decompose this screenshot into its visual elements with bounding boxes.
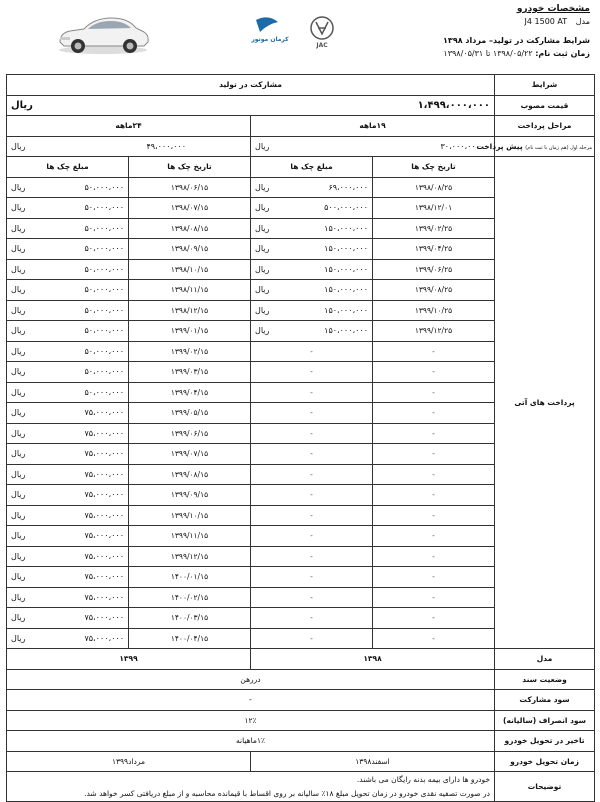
plan-a-title: ۱۹ماهه: [251, 116, 495, 137]
page-title: مشخصات خودرو: [516, 4, 590, 14]
plan-b-check-amount-cell: [7, 239, 129, 260]
plan-b-check-amount-cell: [7, 526, 129, 547]
plan-a-check-date: ۱۳۹۹/۰۸/۲۵: [373, 280, 495, 301]
plan-b-check-amount-cell: [7, 505, 129, 526]
plan-a-check-amount-cell: [251, 177, 373, 198]
plan-a-check-amount: -: [310, 469, 313, 479]
plan-b-check-amount: ۵۰،۰۰۰،۰۰۰: [84, 182, 124, 192]
registration-value: ۱۳۹۸/۰۵/۲۲ تا ۱۳۹۸/۰۵/۳۱: [443, 49, 533, 58]
plan-b-check-date: ۱۳۹۹/۰۲/۱۵: [129, 341, 251, 362]
conditions-label: شرایط: [495, 75, 595, 96]
plan-a-check-amount: -: [310, 408, 313, 418]
plan-b-check-date: ۱۴۰۰/۰۴/۱۵: [129, 628, 251, 649]
model-line: [443, 17, 590, 26]
rial-unit: ریال: [11, 326, 26, 336]
plan-a-prepayment: ۳۰،۰۰۰،۰۰۰: [440, 141, 481, 151]
plan-a-check-amount-cell: [251, 382, 373, 403]
note-1: خودرو ها دارای بیمه بدنه رایگان می باشند.: [356, 774, 491, 784]
notes-label: توضیحات: [495, 772, 595, 802]
rial-unit: ریال: [11, 510, 26, 520]
rial-unit: ریال: [11, 264, 26, 274]
plan-b-check-amount: ۷۵،۰۰۰،۰۰۰: [84, 572, 124, 582]
model-value: J4 1500 AT: [524, 17, 568, 26]
guarantee-label: وضعیت سند: [495, 669, 595, 690]
delivery-label: زمان تحویل خودرو: [495, 751, 595, 772]
plan-b-check-date: ۱۳۹۸/۰۹/۱۵: [129, 239, 251, 260]
document-header: [0, 0, 600, 74]
plan-b-check-date: ۱۳۹۹/۰۵/۱۵: [129, 403, 251, 424]
plan-b-check-amount: ۷۵،۰۰۰،۰۰۰: [84, 613, 124, 623]
plan-b-check-amount-cell: [7, 280, 129, 301]
rial-unit: ریال: [11, 572, 26, 582]
rial-unit: ریال: [255, 141, 270, 151]
plan-a-check-amount: -: [310, 551, 313, 561]
plan-b-check-date: ۱۳۹۹/۰۱/۱۵: [129, 321, 251, 342]
car-image: [54, 6, 152, 56]
rial-unit: ریال: [11, 592, 26, 602]
plan-a-check-amount: ۱۵۰،۰۰۰،۰۰۰: [324, 305, 368, 315]
plan-a-check-amount-cell: [251, 218, 373, 239]
plan-a-check-amount: -: [310, 387, 313, 397]
plan-b-check-date: ۱۳۹۹/۰۷/۱۵: [129, 444, 251, 465]
conditions-title: شرایط مشارکت در تولید– مرداد ۱۳۹۸: [443, 36, 590, 45]
plan-a-check-amount: -: [310, 449, 313, 459]
plan-a-check-date: -: [373, 444, 495, 465]
plan-b-check-amount-cell: [7, 546, 129, 567]
plan-b-check-amount: ۵۰،۰۰۰،۰۰۰: [84, 285, 124, 295]
price-value: ۱،۴۹۹،۰۰۰،۰۰۰: [417, 99, 491, 111]
prepayment-cell: [476, 136, 595, 157]
rial-unit: ریال: [11, 244, 26, 254]
rial-unit: ریال: [11, 305, 26, 315]
brand-logos: [246, 12, 344, 52]
rial-unit: ریال: [11, 531, 26, 541]
notes-cell: [7, 772, 495, 802]
participation-profit-label: سود مشارکت: [495, 690, 595, 711]
plan-a-delivery: اسفند۱۳۹۸: [251, 751, 495, 772]
plan-a-check-amount-cell: [251, 362, 373, 383]
plan-b-title: ۲۴ماهه: [7, 116, 251, 137]
plan-b-check-amount-cell: [7, 382, 129, 403]
plan-b-check-amount-cell: [7, 300, 129, 321]
plan-b-check-amount-cell: [7, 198, 129, 219]
plan-a-check-date: ۱۳۹۹/۰۴/۲۵: [373, 239, 495, 260]
rial-unit: ریال: [11, 223, 26, 233]
rial-unit: ریال: [11, 387, 26, 397]
plan-a-check-date: -: [373, 587, 495, 608]
plan-a-model: ۱۳۹۸: [251, 649, 495, 670]
plan-a-check-date: ۱۳۹۹/۱۰/۲۵: [373, 300, 495, 321]
plan-a-check-amount-cell: [251, 505, 373, 526]
plan-b-check-amount: ۵۰،۰۰۰،۰۰۰: [84, 346, 124, 356]
plan-a-check-amount: -: [310, 592, 313, 602]
plan-a-check-amount-cell: [251, 198, 373, 219]
plan-b-check-date: ۱۳۹۸/۰۶/۱۵: [129, 177, 251, 198]
note-2: در صورت تصفیه نقدی خودرو در زمان تحویل مبلغ ۱۸٪ سالیانه بر روی اقساط با قیمانده محاسبه و از مبلغ دریافتی کسر خواهد شد.: [84, 788, 491, 798]
conditions-value: مشارکت در تولید: [7, 75, 495, 96]
plan-a-check-amount-cell: [251, 464, 373, 485]
plan-a-check-amount: -: [310, 510, 313, 520]
rial-unit: ریال: [11, 408, 26, 418]
rial-unit: ریال: [11, 490, 26, 500]
plan-a-date-header: تاریخ چک ها: [373, 157, 495, 178]
rial-unit: ریال: [255, 223, 270, 233]
rial-unit: ریال: [11, 141, 26, 151]
plan-b-prepayment: ۴۹،۰۰۰،۰۰۰: [146, 141, 186, 151]
rial-unit: ریال: [11, 449, 26, 459]
plan-b-check-amount-cell: [7, 464, 129, 485]
plan-b-prepayment-cell: [7, 136, 251, 157]
brand-text: JAC: [316, 42, 328, 49]
plan-b-check-amount-cell: [7, 341, 129, 362]
payment-stages-label: مراحل پرداخت: [495, 116, 595, 137]
plan-b-check-amount-cell: [7, 444, 129, 465]
plan-a-check-amount: -: [310, 346, 313, 356]
plan-a-check-date: -: [373, 526, 495, 547]
cancel-profit-value: ۱۲٪: [7, 710, 495, 731]
plan-a-check-date: ۱۳۹۸/۰۸/۲۵: [373, 177, 495, 198]
rial-unit: ریال: [255, 264, 270, 274]
participation-profit-value: -: [7, 690, 495, 711]
plan-b-check-date: ۱۴۰۰/۰۲/۱۵: [129, 587, 251, 608]
plan-b-check-amount-cell: [7, 218, 129, 239]
cancel-profit-label: سود انصراف (سالیانه): [495, 710, 595, 731]
plan-b-check-amount: ۷۵،۰۰۰،۰۰۰: [84, 633, 124, 643]
plan-b-check-amount: ۷۵،۰۰۰،۰۰۰: [84, 428, 124, 438]
plan-b-check-amount: ۷۵،۰۰۰،۰۰۰: [84, 531, 124, 541]
plan-b-check-date: ۱۳۹۸/۱۲/۱۵: [129, 300, 251, 321]
plan-a-check-date: -: [373, 423, 495, 444]
delay-value: ۱٪ماهیانه: [7, 731, 495, 752]
plan-a-check-amount-cell: [251, 526, 373, 547]
rial-unit: ریال: [11, 551, 26, 561]
plan-a-check-amount: ۱۵۰،۰۰۰،۰۰۰: [324, 244, 368, 254]
plan-b-check-amount-cell: [7, 423, 129, 444]
plan-b-check-date: ۱۳۹۹/۱۰/۱۵: [129, 505, 251, 526]
rial-unit: ریال: [11, 613, 26, 623]
plan-a-check-amount: -: [310, 633, 313, 643]
plan-a-check-amount: -: [310, 428, 313, 438]
plan-a-check-amount-cell: [251, 546, 373, 567]
rial-unit: ریال: [11, 203, 26, 213]
plan-a-prepayment-cell: [251, 136, 495, 157]
plan-b-check-amount: ۵۰،۰۰۰،۰۰۰: [84, 264, 124, 274]
plan-b-check-amount: ۷۵،۰۰۰،۰۰۰: [84, 408, 124, 418]
plan-a-check-date: -: [373, 628, 495, 649]
plan-b-check-date: ۱۳۹۸/۰۷/۱۵: [129, 198, 251, 219]
plan-a-check-amount: -: [310, 531, 313, 541]
rial-unit: ریال: [11, 428, 26, 438]
plan-a-check-amount-cell: [251, 485, 373, 506]
model-year-label: مدل: [495, 649, 595, 670]
plan-b-check-amount: ۵۰،۰۰۰،۰۰۰: [84, 305, 124, 315]
plan-b-check-amount-cell: [7, 321, 129, 342]
plan-a-check-date: ۱۳۹۹/۰۲/۲۵: [373, 218, 495, 239]
plan-b-check-amount: ۵۰،۰۰۰،۰۰۰: [84, 326, 124, 336]
plan-b-check-amount: ۵۰،۰۰۰،۰۰۰: [84, 244, 124, 254]
plan-b-check-amount: ۵۰،۰۰۰،۰۰۰: [84, 367, 124, 377]
plan-a-check-amount-cell: [251, 403, 373, 424]
rial-unit: ریال: [11, 285, 26, 295]
plan-b-check-amount: ۷۵،۰۰۰،۰۰۰: [84, 510, 124, 520]
plan-a-check-date: -: [373, 546, 495, 567]
plan-a-check-date: -: [373, 382, 495, 403]
plan-b-amount-header: مبلغ چک ها: [7, 157, 129, 178]
plan-b-delivery: مرداد۱۳۹۹: [7, 751, 251, 772]
model-label: مدل: [575, 17, 590, 26]
plan-a-check-amount-cell: [251, 321, 373, 342]
plan-a-check-amount-cell: [251, 587, 373, 608]
plan-b-check-date: ۱۳۹۹/۰۹/۱۵: [129, 485, 251, 506]
plan-a-check-date: -: [373, 341, 495, 362]
plan-a-check-amount-cell: [251, 608, 373, 629]
plan-a-check-date: -: [373, 403, 495, 424]
plan-b-check-amount: ۵۰،۰۰۰،۰۰۰: [84, 387, 124, 397]
plan-b-check-amount-cell: [7, 177, 129, 198]
plan-a-check-amount-cell: [251, 423, 373, 444]
plan-b-check-date: ۱۳۹۹/۰۴/۱۵: [129, 382, 251, 403]
plan-a-check-amount: ۱۵۰،۰۰۰،۰۰۰: [324, 326, 368, 336]
rial-unit: ریال: [255, 203, 270, 213]
registration-label: زمان ثبت نام:: [535, 49, 590, 58]
delay-label: تاخیر در تحویل خودرو: [495, 731, 595, 752]
price-cell: [7, 95, 495, 116]
plan-a-amount-header: مبلغ چک ها: [251, 157, 373, 178]
plan-a-check-amount: -: [310, 490, 313, 500]
plan-b-date-header: تاریخ چک ها: [129, 157, 251, 178]
plan-a-check-date: -: [373, 567, 495, 588]
plan-a-check-amount: -: [310, 367, 313, 377]
plan-b-check-amount: ۷۵،۰۰۰،۰۰۰: [84, 551, 124, 561]
rial-unit: ریال: [11, 346, 26, 356]
plan-a-check-amount: ۱۵۰،۰۰۰،۰۰۰: [324, 285, 368, 295]
plan-a-check-amount-cell: [251, 444, 373, 465]
price-label: قیمت مصوب: [495, 95, 595, 116]
plan-a-check-date: ۱۳۹۸/۱۲/۰۱: [373, 198, 495, 219]
plan-a-check-amount: ۱۵۰،۰۰۰،۰۰۰: [324, 264, 368, 274]
plan-b-check-date: ۱۴۰۰/۰۱/۱۵: [129, 567, 251, 588]
registration-line: [443, 49, 590, 58]
plan-a-check-date: ۱۳۹۹/۰۶/۲۵: [373, 259, 495, 280]
plan-b-check-date: ۱۳۹۸/۰۸/۱۵: [129, 218, 251, 239]
plan-a-check-amount-cell: [251, 628, 373, 649]
plan-b-check-amount-cell: [7, 259, 129, 280]
rial-unit: ریال: [11, 633, 26, 643]
plan-a-check-date: ۱۳۹۹/۱۲/۲۵: [373, 321, 495, 342]
plan-b-check-amount: ۵۰،۰۰۰،۰۰۰: [84, 223, 124, 233]
plan-a-check-amount-cell: [251, 300, 373, 321]
plan-a-check-date: -: [373, 464, 495, 485]
plan-a-check-amount: ۵۰۰،۰۰۰،۰۰۰: [324, 203, 368, 213]
rial-unit: ریال: [255, 244, 270, 254]
plan-b-check-amount: ۷۵،۰۰۰،۰۰۰: [84, 490, 124, 500]
plan-b-check-amount: ۵۰،۰۰۰،۰۰۰: [84, 203, 124, 213]
plan-a-check-amount: ۱۵۰،۰۰۰،۰۰۰: [324, 223, 368, 233]
future-payments-label: پرداخت های آتی: [495, 157, 595, 649]
rial-unit: ریال: [255, 305, 270, 315]
plan-b-check-date: ۱۳۹۸/۱۰/۱۵: [129, 259, 251, 280]
plan-b-check-date: ۱۳۹۹/۰۳/۱۵: [129, 362, 251, 383]
plan-a-check-amount-cell: [251, 259, 373, 280]
prepayment-label: پیش پرداخت: [476, 141, 523, 151]
plan-b-check-amount-cell: [7, 485, 129, 506]
plan-a-check-date: -: [373, 362, 495, 383]
plan-b-check-date: ۱۳۹۹/۰۶/۱۵: [129, 423, 251, 444]
guarantee-value: دررهن: [7, 669, 495, 690]
plan-a-check-amount-cell: [251, 567, 373, 588]
plan-a-check-amount: ۶۹،۰۰۰،۰۰۰: [328, 182, 368, 192]
plan-b-check-amount-cell: [7, 628, 129, 649]
rial-unit: ریال: [11, 469, 26, 479]
plan-b-check-amount-cell: [7, 608, 129, 629]
plan-a-check-amount-cell: [251, 280, 373, 301]
rial-unit: ریال: [11, 182, 26, 192]
rial-unit: ریال: [255, 285, 270, 295]
plan-b-check-amount: ۷۵،۰۰۰،۰۰۰: [84, 592, 124, 602]
plan-b-check-amount: ۷۵،۰۰۰،۰۰۰: [84, 449, 124, 459]
plan-b-check-amount-cell: [7, 362, 129, 383]
rial-unit: ریال: [255, 326, 270, 336]
plan-a-check-date: -: [373, 505, 495, 526]
plan-b-check-date: ۱۳۹۸/۱۱/۱۵: [129, 280, 251, 301]
plan-b-check-date: ۱۳۹۹/۱۱/۱۵: [129, 526, 251, 547]
rial-unit: ریال: [255, 182, 270, 192]
plan-b-check-date: ۱۴۰۰/۰۳/۱۵: [129, 608, 251, 629]
plan-a-check-amount-cell: [251, 341, 373, 362]
plan-a-check-date: -: [373, 485, 495, 506]
plan-a-check-date: -: [373, 608, 495, 629]
installment-table: [6, 74, 595, 802]
rial-unit: ریال: [11, 367, 26, 377]
plan-a-check-amount: -: [310, 572, 313, 582]
plan-b-check-date: ۱۳۹۹/۱۲/۱۵: [129, 546, 251, 567]
prepayment-sub: مرحله اول (هم زمان با ثبت نام): [525, 144, 593, 151]
plan-b-check-amount-cell: [7, 403, 129, 424]
plan-b-check-amount-cell: [7, 587, 129, 608]
plan-b-model: ۱۳۹۹: [7, 649, 251, 670]
plan-b-check-date: ۱۳۹۹/۰۸/۱۵: [129, 464, 251, 485]
plan-b-check-amount: ۷۵،۰۰۰،۰۰۰: [84, 469, 124, 479]
plan-b-check-amount-cell: [7, 567, 129, 588]
logo-text: کرمان موتور: [251, 36, 289, 43]
plan-a-check-amount: -: [310, 613, 313, 623]
price-unit: ریال: [11, 99, 33, 111]
plan-a-check-amount-cell: [251, 239, 373, 260]
